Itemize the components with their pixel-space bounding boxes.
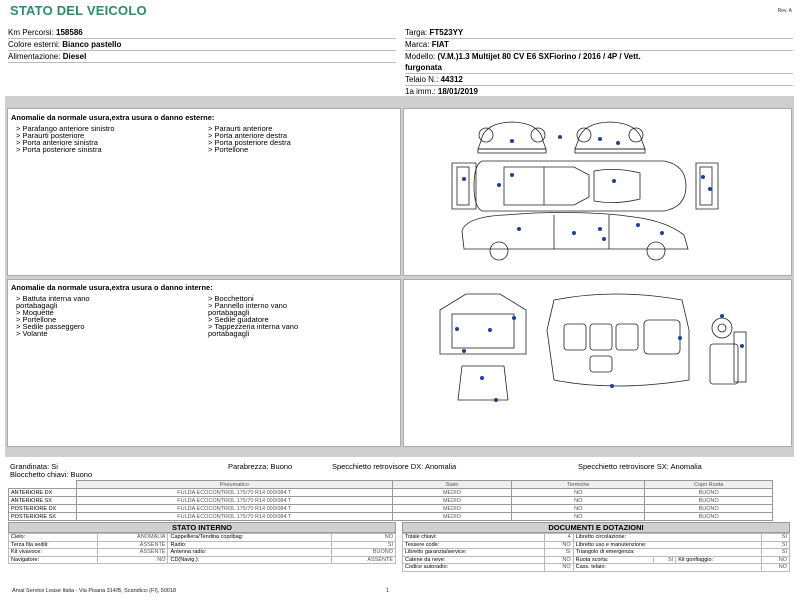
- documenti-title: DOCUMENTI E DOTAZIONI: [402, 522, 790, 533]
- immatricolazione-row: 1a imm.: 18/01/2019: [405, 86, 793, 98]
- table-row: Totale chiavi: 4 Libretto circolazione: SI: [403, 534, 790, 542]
- table-row: Kit vivavoce: ASSENTE Antenna radio: BUONO: [9, 549, 396, 557]
- specchietto-sx-text: Specchietto retrovisore SX: Anomalia: [578, 462, 702, 471]
- stato-header: Stato: [392, 481, 512, 489]
- list-item: > Sedile passeggero: [16, 322, 85, 331]
- pneumatico-header: Pneumatico: [76, 481, 392, 489]
- list-item: > Bocchettoni: [208, 294, 254, 303]
- marca-row: Marca: FIAT: [405, 39, 793, 51]
- documenti-table: [402, 533, 790, 572]
- footer-company: Arval Service Lease Italia - Via Pisana 314/B, Scandicci (FI), 50018: [12, 588, 177, 594]
- list-item: > Pannello interno vano: [208, 301, 288, 310]
- revision-label: Rev. A: [777, 8, 792, 14]
- table-header-row: [9, 481, 773, 489]
- list-item: > Paraurti anteriore: [208, 124, 273, 133]
- internal-damage-diagram: [403, 279, 792, 447]
- external-anomalies-list: [16, 125, 400, 153]
- table-row: POSTERIORE DX FULDA ECOCONTROL 175/70 R14 000/084 T MEDIO NO BUONO: [9, 505, 773, 513]
- copri-ruota-header: Copri Ruota: [645, 481, 773, 489]
- blank-header: [9, 481, 77, 489]
- footer-page-number: 1: [386, 588, 390, 594]
- table-row: Catene da neve: NO Ruota scorta: SI Kit gonfiaggio: NO: [403, 556, 790, 564]
- table-row: Navigatore: NO CD(Navig.): ASSENTE: [9, 556, 396, 564]
- km-row: Km Percorsi: 158586: [8, 27, 396, 39]
- internal-list-col1: [16, 295, 208, 337]
- tyres-table: [8, 480, 773, 521]
- internal-anomalies-list: [16, 295, 400, 337]
- list-item: > Portellone: [16, 315, 57, 324]
- vehicle-info-left: [8, 27, 396, 63]
- list-item: > Sedile guidatore: [208, 315, 269, 324]
- damage-markers: [462, 135, 712, 241]
- list-item: > Paraurti posteriore: [16, 131, 85, 140]
- grandinata-text: Grandinata: Si: [10, 462, 58, 471]
- stato-interno-section: [8, 522, 396, 564]
- car-interior-drawing: [404, 280, 791, 446]
- list-item: > Volante: [16, 329, 48, 338]
- telaio-row: Telaio N.: 44312: [405, 74, 793, 86]
- vehicle-info-right: [405, 27, 793, 98]
- alimentazione-row: Alimentazione: Diesel: [8, 51, 396, 63]
- external-anomalies-title: Anomalie da normale usura,extra usura o danno esterne:: [11, 113, 215, 122]
- table-row: Tessere code: NO Libretto uso e manutenzione: SI: [403, 541, 790, 549]
- list-item: > Battuta interna vano: [16, 294, 90, 303]
- internal-anomalies-panel: [7, 279, 401, 447]
- table-row: Codice autoradio: NO Cass. telaio: NO: [403, 564, 790, 572]
- colore-row: Colore esterni: Bianco pastello: [8, 39, 396, 51]
- internal-anomalies-title: Anomalie da normale usura,extra usura o danno interne:: [11, 283, 213, 292]
- external-damage-diagram: [403, 108, 792, 276]
- list-item: > Portellone: [208, 145, 249, 154]
- list-item: > Porta posteriore sinistra: [16, 145, 102, 154]
- stato-interno-table: [8, 533, 396, 564]
- modello-row-2: furgonata: [405, 62, 793, 74]
- blocchetto-text: Blocchetto chiavi: Buono: [10, 470, 93, 479]
- targa-row: Targa: FT523YY: [405, 27, 793, 39]
- damage-markers: [455, 314, 744, 402]
- parabrezza-text: Parabrezza: Buono: [228, 462, 293, 471]
- external-anomalies-panel: [7, 108, 401, 276]
- list-item: > Moquette: [16, 308, 54, 317]
- table-row: ANTERIORE DX FULDA ECOCONTROL 175/70 R14 000/084 T MEDIO NO BUONO: [9, 489, 773, 497]
- summary-line-1: [10, 462, 790, 471]
- list-item: > Porta anteriore sinistra: [16, 138, 98, 147]
- list-item: portabagagli: [208, 308, 250, 317]
- termiche-header: Termiche: [512, 481, 645, 489]
- table-row: Terza fila sedili: ASSENTE Radio: SI: [9, 541, 396, 549]
- car-exterior-drawing: [404, 109, 791, 275]
- stato-interno-title: STATO INTERNO: [8, 522, 396, 533]
- table-row: Libretto garanzia/service: SI Triangolo di emergenza: SI: [403, 549, 790, 557]
- list-item: portabagagli: [16, 301, 58, 310]
- list-item: > Tappezzeria interna vano: [208, 322, 299, 331]
- list-item: > Porta posteriore destra: [208, 138, 291, 147]
- table-row: POSTERIORE SX FULDA ECOCONTROL 175/70 R14 000/084 T MEDIO NO BUONO: [9, 513, 773, 521]
- table-row: ANTERIORE SX FULDA ECOCONTROL 175/70 R14 000/084 T MEDIO NO BUONO: [9, 497, 773, 505]
- list-item: portabagagli: [208, 329, 250, 338]
- external-list-col1: [16, 125, 208, 153]
- modello-row: Modello: (V.M.)1.3 Multijet 80 CV E6 SXFiorino / 2016 / 4P / Vett.: [405, 52, 641, 61]
- list-item: > Porta anteriore destra: [208, 131, 288, 140]
- list-item: > Parafango anteriore sinistro: [16, 124, 115, 133]
- specchietto-dx-text: Specchietto retrovisore DX: Anomalia: [332, 462, 457, 471]
- table-row: Cielo: ANOMALIA Cappelliera/Tendina copribag: NO: [9, 534, 396, 542]
- documenti-section: [402, 522, 790, 572]
- page-title: STATO DEL VEICOLO: [10, 3, 147, 18]
- external-list-col2: [208, 125, 400, 153]
- internal-list-col2: [208, 295, 400, 337]
